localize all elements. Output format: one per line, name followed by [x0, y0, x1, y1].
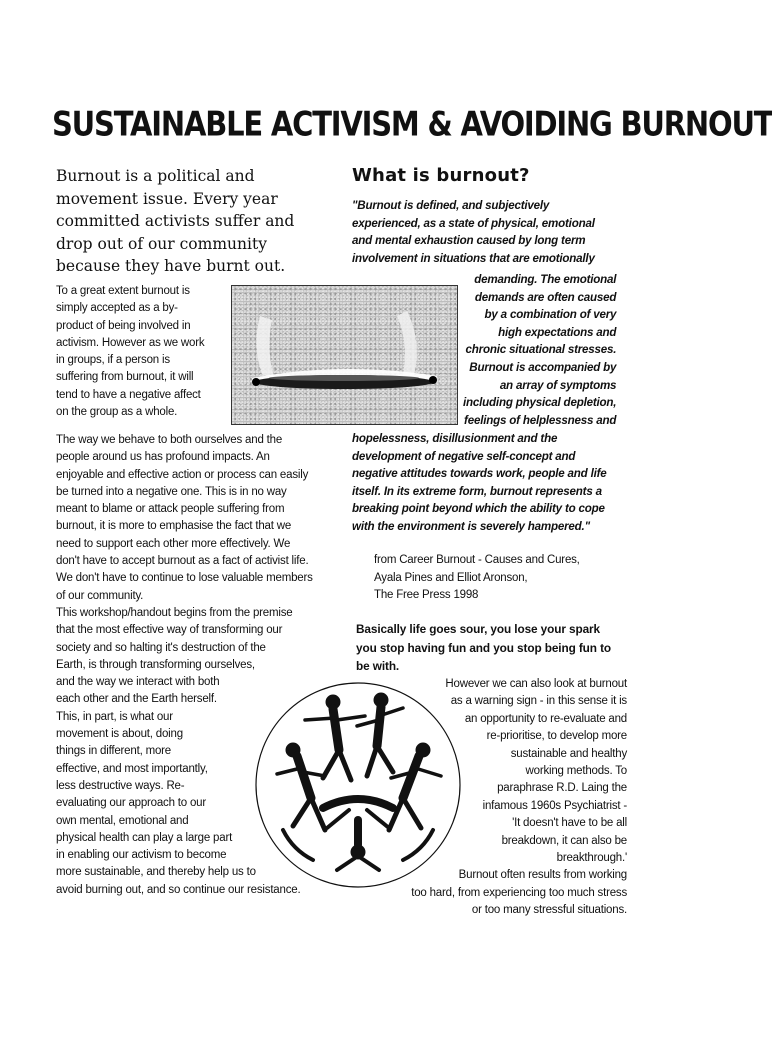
body-line: However we can also look at burnout	[445, 678, 627, 690]
body-line: avoid burning out, and so continue our resistance.	[56, 883, 301, 896]
body-line: This workshop/handout begins from the premise	[56, 606, 293, 619]
intro-paragraph	[56, 283, 204, 421]
body-line: in enabling our activism to become	[56, 849, 227, 862]
quote-line: an array of symptoms	[499, 378, 617, 392]
body-line: less destructive ways. Re-	[56, 779, 185, 792]
citation-line: Ayala Pines and Elliot Aronson,	[374, 571, 528, 584]
body-line: evaluating our approach to our	[56, 797, 206, 810]
body-line: 'It doesn't have to be all	[512, 817, 627, 830]
quote-line: negative attitudes towards work, people and life	[352, 467, 607, 481]
quote-line: and mental exhaustion caused by long term	[352, 234, 586, 248]
body-line: too hard, from experiencing too much stress	[411, 886, 627, 899]
body-line: Earth, is through transforming ourselves,	[56, 658, 255, 671]
body-line: effective, and most importantly,	[56, 762, 208, 775]
quote-line: with the environment is severely hampered."	[352, 519, 590, 533]
burnout-definition-quote-continued	[463, 271, 616, 429]
body-line: infamous 1960s Psychiatrist -	[482, 799, 627, 812]
body-line: things in different, more	[56, 745, 171, 758]
body-line: or too many stressful situations.	[471, 904, 627, 917]
body-line: each other and the Earth herself.	[56, 693, 217, 706]
body-line: more sustainable, and thereby help us to	[56, 866, 256, 879]
burnt-out-match-photo	[231, 285, 458, 425]
body-line: people around us has profound impacts. An	[56, 451, 270, 464]
citation-line: from Career Burnout - Causes and Cures,	[374, 554, 580, 566]
body-line: breakdown, it can also be	[501, 834, 627, 847]
quote-line: involvement in situations that are emotionally	[352, 251, 595, 265]
quote-line: development of negative self-concept and	[352, 449, 576, 463]
body-line: movement is about, doing	[56, 728, 183, 741]
quote-line: "Burnout is defined, and subjectively	[352, 199, 550, 212]
page-title: SUSTAINABLE ACTIVISM & AVOIDING BURNOUT	[52, 103, 772, 144]
highlight-statement	[356, 620, 611, 676]
body-line: and the way we interact with both	[56, 676, 220, 689]
quote-line: feelings of helplessness and	[464, 413, 617, 427]
body-line: that the most effective way of transforming our	[56, 624, 283, 637]
dancing-figures-circle-icon	[253, 680, 463, 890]
intro-line: product of being involved in	[56, 319, 191, 332]
quote-line: experienced, as a state of physical, emotional	[352, 216, 595, 230]
lead-line: movement issue. Every year	[56, 189, 278, 208]
body-line: enjoyable and effective action or process can easily	[56, 468, 309, 481]
highlight-line: Basically life goes sour, you lose your spark	[356, 622, 600, 636]
lead-line: Burnout is a political and	[56, 167, 255, 185]
quote-line: demanding. The emotional	[474, 273, 617, 286]
burnout-definition-quote-end	[352, 430, 607, 536]
quote-line: Burnout is accompanied by	[469, 360, 617, 374]
lead-paragraph	[56, 165, 346, 278]
intro-line: activism. However as we work	[56, 336, 205, 349]
intro-line: suffering from burnout, it will	[56, 371, 194, 384]
quote-line: chronic situational stresses.	[465, 343, 617, 357]
body-line: be turned into a negative one. This is in no way	[56, 485, 287, 498]
body-line: The way we behave to both ourselves and the	[56, 434, 283, 446]
quote-line: high expectations and	[498, 325, 617, 339]
lead-line: drop out of our community	[56, 234, 267, 253]
quote-line: by a combination of very	[484, 308, 617, 322]
body-line: of our community.	[56, 589, 144, 602]
quote-line: itself. In its extreme form, burnout represents a	[352, 484, 602, 498]
intro-line: on the group as a whole.	[56, 406, 178, 419]
body-line: re-prioritise, to develop more	[486, 730, 627, 743]
highlight-line: be with.	[356, 659, 400, 673]
body-line: an opportunity to re-evaluate and	[464, 712, 627, 725]
lead-line: committed activists suffer and	[56, 212, 295, 230]
intro-line: in groups, if a person is	[56, 354, 170, 367]
intro-line: simply accepted as a by-	[56, 302, 178, 315]
body-line: breakthrough.'	[556, 852, 627, 865]
body-line: as a warning sign - in this sense it is	[450, 695, 627, 708]
highlight-line: you stop having fun and you stop being fun to	[356, 640, 612, 655]
body-line: don't have to accept burnout as a fact of activist life.	[56, 555, 309, 568]
body-line: This, in part, is what our	[56, 710, 173, 723]
body-line: society and so halting it's destruction of the	[56, 641, 266, 654]
body-line: need to support each other more effectively. We	[56, 537, 291, 550]
body-line: burnout, it is more to emphasise the fact that we	[56, 520, 292, 533]
body-line: sustainable and healthy	[510, 747, 627, 760]
body-line: Burnout often results from working	[458, 869, 627, 882]
body-line: paraphrase R.D. Laing the	[497, 782, 627, 795]
intro-line: tend to have a negative affect	[56, 388, 201, 401]
lead-line: because they have burnt out.	[56, 257, 286, 275]
quote-line: including physical depletion,	[463, 396, 617, 410]
quote-line: hopelessness, disillusionment and the	[352, 432, 558, 445]
citation-line: The Free Press 1998	[374, 589, 479, 602]
body-line: meant to blame or attack people suffering from	[56, 503, 285, 516]
body-line: working methods. To	[525, 765, 627, 778]
burnout-definition-quote	[352, 197, 595, 267]
quote-citation	[374, 552, 580, 605]
body-line: physical health can play a large part	[56, 831, 233, 844]
body-line: own mental, emotional and	[56, 814, 189, 827]
quote-line: breaking point beyond which the ability to cope	[352, 502, 605, 516]
quote-line: demands are often caused	[474, 290, 617, 304]
section-heading: What is burnout?	[352, 165, 530, 186]
body-line: We don't have to continue to lose valuable members	[56, 572, 313, 585]
intro-line: To a great extent burnout is	[56, 285, 190, 297]
